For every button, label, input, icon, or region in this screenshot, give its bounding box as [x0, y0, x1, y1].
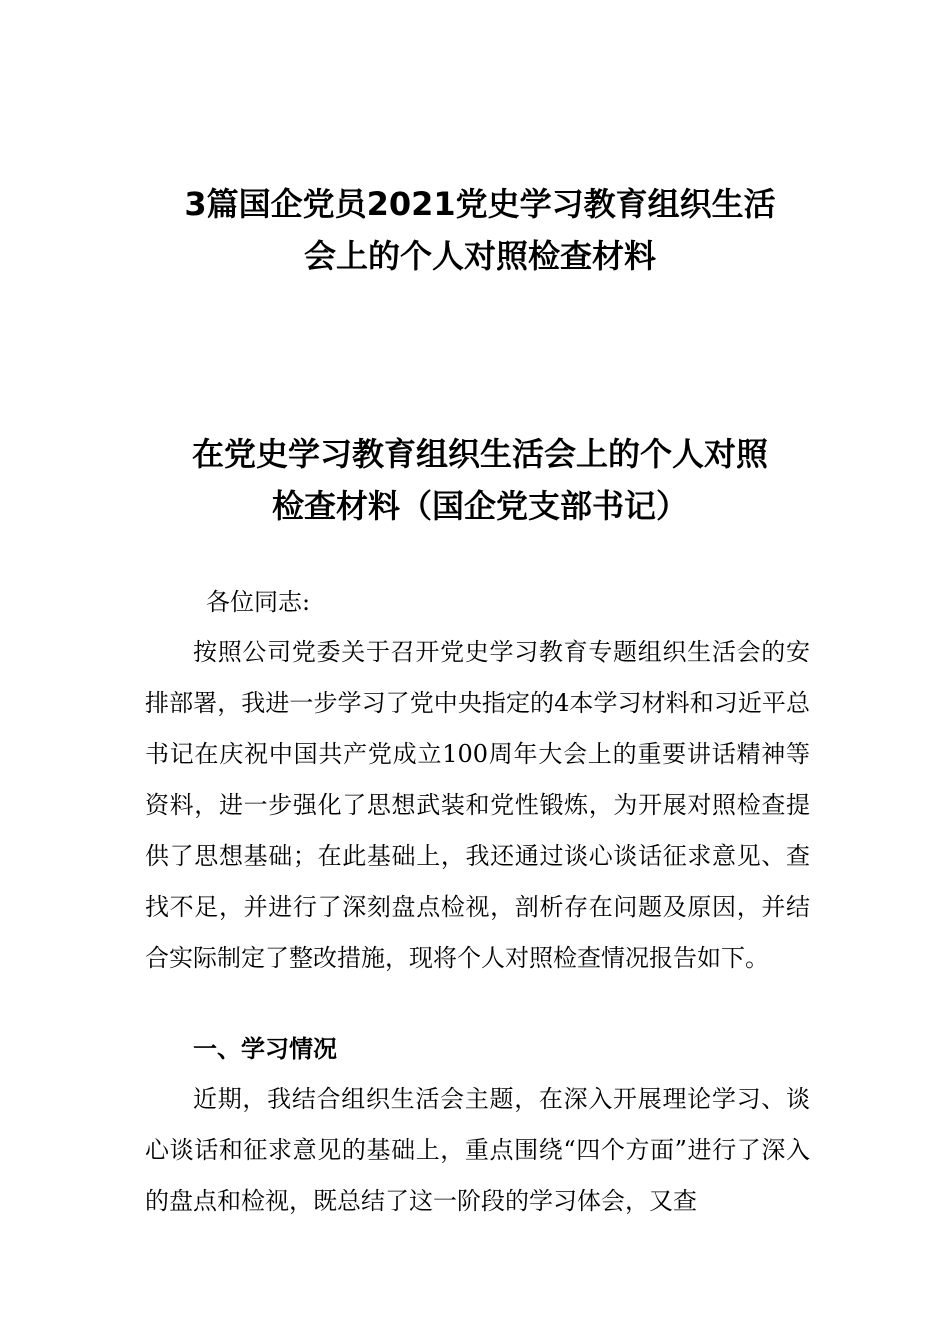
document-main-title — [150, 178, 810, 282]
main-title-line-1: 3篇国企党员2021党史学习教育组织生活 — [184, 185, 776, 223]
sub-title-line-1: 在党史学习教育组织生活会上的个人对照 — [191, 435, 768, 473]
salutation: 各位同志: — [206, 588, 311, 616]
sub-title-line-2: 检查材料（国企党支部书记） — [271, 487, 688, 525]
body-paragraph-study: 近期，我结合组织生活会主题，在深入开展理论学习、谈心谈话和征求意见的基础上，重点围绕“四个方面”进行了深入的盘点和检视，既总结了这一阶段的学习体会，又查 — [145, 1085, 810, 1215]
section-heading-study: 一、学习情况 — [193, 1035, 337, 1063]
main-title-line-2: 会上的个人对照检查材料 — [303, 237, 656, 275]
body-paragraph-intro: 按照公司党委关于召开党史学习教育专题组织生活会的安排部署，我进一步学习了党中央指定的4本学习材料和习近平总书记在庆祝中国共产党成立100周年大会上的重要讲话精神等资料，进一步强化了思想武装和党性锻炼，为开展对照检查提供了思想基础；在此基础上，我还通过谈心谈话征求意见、查找不足，并进行了深刻盘点检视，剖析存在问题及原因，并结合实际制定了整改措施，现将个人对照检查情况报告如下。 — [145, 638, 810, 972]
document-sub-title — [150, 428, 810, 532]
